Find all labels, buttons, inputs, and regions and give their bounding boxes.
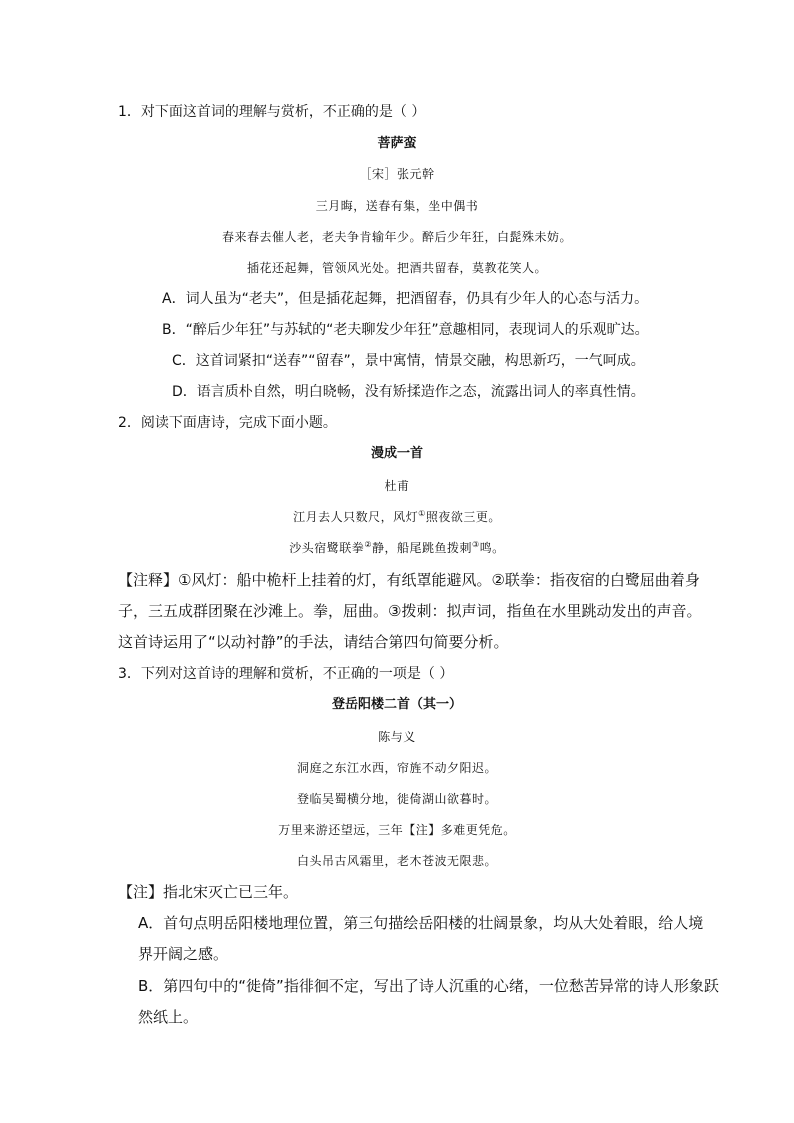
- poem-2-line-2: 沙头宿鹭联拳②静，船尾跳鱼拨刺③鸣。: [289, 540, 505, 555]
- poem-2-author: 杜甫: [384, 479, 410, 493]
- question-3-stem: 3．下列对这首诗的理解和赏析，不正确的一项是（ ）: [118, 666, 454, 682]
- poem-3-line-3: 万里来游还望远，三年【注】多难更凭危。: [278, 823, 516, 837]
- question-2-note-line-1: 【注释】①风灯：船中桅杆上挂着的灯，有纸罩能避风。②联拳：指夜宿的白鹭屈曲着身: [118, 571, 700, 589]
- question-3-option-b-line-2: 然纸上。: [138, 1008, 199, 1026]
- question-1-stem: 1．对下面这首词的理解与赏析，不正确的是（ ）: [118, 104, 426, 120]
- question-3-option-a-line-1: A．首句点明岳阳楼地理位置，第三句描绘岳阳楼的壮阔景象，均从大处着眼，给人境: [138, 914, 704, 932]
- poem-3-line-1: 洞庭之东江水西，帘旌不动夕阳迟。: [296, 761, 497, 775]
- question-3-option-a-line-2: 界开阔之感。: [138, 945, 229, 963]
- footnote-marker-2: ②: [364, 540, 372, 549]
- question-2-note-line-2: 子，三五成群团聚在沙滩上。拳，屈曲。③拨刺：拟声词，指鱼在水里跳动发出的声音。: [118, 602, 702, 620]
- question-1-option-c: C．这首词紧扣“送春”“留春”，景中寓情，情景交融，构思新巧，一气呵成。: [172, 353, 645, 369]
- poem-2-line-1: 江月去人只数尺，风灯①照夜欲三更。: [293, 509, 501, 524]
- question-1-option-a: A．词人虽为“老夫”，但是插花起舞，把酒留春，仍具有少年人的心态与活力。: [162, 291, 649, 307]
- poem-2-title: 漫成一首: [370, 446, 423, 461]
- poem-1-line-1: 春来春去催人老，老夫争肯输年少。醉后少年狂，白髭殊未妨。: [221, 230, 572, 244]
- question-3-option-b-line-1: B．第四句中的“徙倚”指徘徊不定，写出了诗人沉重的心绪，一位愁苦异常的诗人形象跃: [138, 977, 719, 995]
- question-2-task: 这首诗运用了“以动衬静”的手法，请结合第四句简要分析。: [118, 633, 509, 651]
- poem-1-title: 菩萨蛮: [377, 136, 417, 151]
- poem-1-line-2: 插花还起舞，管领风光处。把酒共留春，莫教花笑人。: [246, 261, 547, 275]
- footnote-marker-1: ①: [418, 509, 426, 518]
- poem-1-author: ［宋］张元幹: [359, 167, 435, 181]
- poem-3-line-2: 登临吴蜀横分地，徙倚湖山欲暮时。: [296, 792, 497, 806]
- poem-3-author: 陈与义: [378, 730, 416, 744]
- footnote-marker-3: ③: [472, 540, 480, 549]
- poem-1-preface: 三月晦，送春有集，坐中偶书: [315, 199, 479, 213]
- question-1-option-d: D．语言质朴自然，明白晓畅，没有矫揉造作之态，流露出词人的率真性情。: [172, 384, 645, 400]
- poem-3-line-4: 白头吊古风霜里，老木苍波无限悲。: [296, 854, 497, 868]
- question-3-note: 【注】指北宋灭亡已三年。: [118, 883, 299, 901]
- question-1-option-b: B．“醉后少年狂”与苏轼的“老夫聊发少年狂”意趣相同，表现词人的乐观旷达。: [162, 322, 649, 338]
- question-2-stem: 2．阅读下面唐诗，完成下面小题。: [118, 415, 337, 431]
- poem-3-title: 登岳阳楼二首（其一）: [331, 697, 462, 712]
